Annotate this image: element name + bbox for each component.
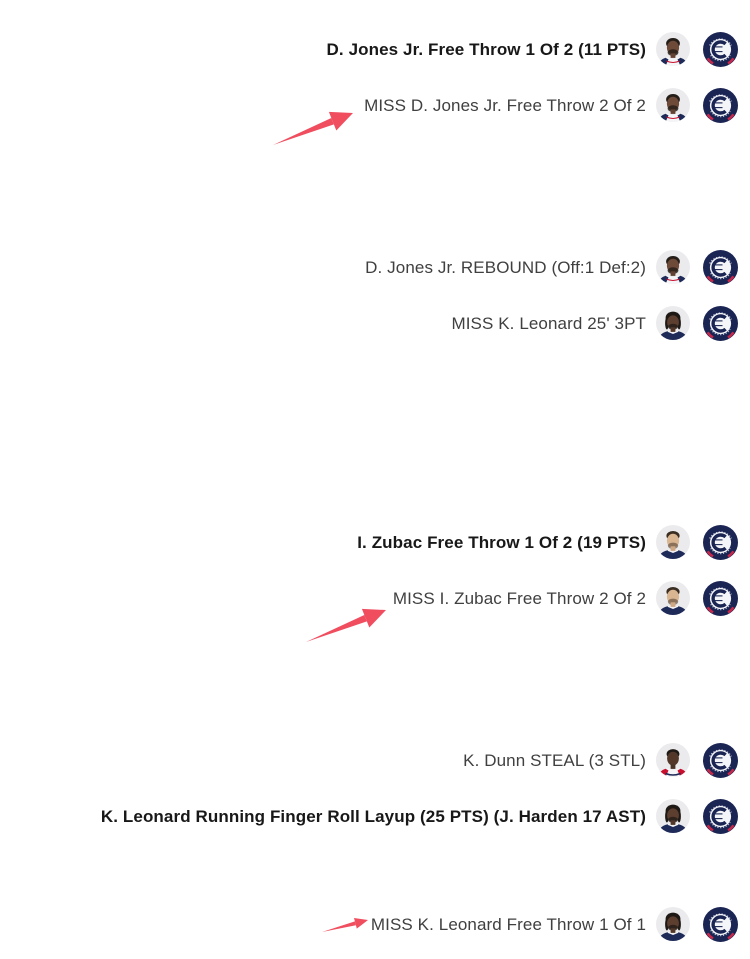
play-description: K. Leonard Running Finger Roll Layup (25 PTS) (J. Harden 17 AST): [100, 806, 646, 826]
play-row[interactable]: [0, 732, 750, 788]
player-headshot-icon: [656, 250, 690, 284]
feed-gap: [0, 133, 750, 239]
play-row[interactable]: [0, 570, 750, 626]
player-headshot-icon: [656, 306, 690, 340]
play-row[interactable]: [0, 896, 750, 952]
play-description: MISS K. Leonard Free Throw 1 Of 1: [370, 914, 646, 934]
player-headshot-icon: [656, 799, 690, 833]
team-logo-icon: [703, 88, 738, 123]
play-description: MISS D. Jones Jr. Free Throw 2 Of 2: [364, 95, 646, 115]
play-description: D. Jones Jr. Free Throw 1 Of 2 (11 PTS): [326, 39, 646, 59]
play-row[interactable]: [0, 514, 750, 570]
play-row[interactable]: [0, 77, 750, 133]
feed-gap: [0, 351, 750, 514]
team-logo-icon: [703, 743, 738, 778]
player-headshot-icon: [656, 743, 690, 777]
player-headshot-icon: [656, 88, 690, 122]
play-row[interactable]: [0, 295, 750, 351]
play-description: MISS K. Leonard 25' 3PT: [451, 313, 646, 333]
play-row[interactable]: [0, 21, 750, 77]
feed-gap: [0, 844, 750, 896]
feed-gap: [0, 626, 750, 732]
player-headshot-icon: [656, 581, 690, 615]
play-description: D. Jones Jr. REBOUND (Off:1 Def:2): [365, 257, 646, 277]
play-description: I. Zubac Free Throw 1 Of 2 (19 PTS): [357, 532, 646, 552]
player-headshot-icon: [656, 525, 690, 559]
player-headshot-icon: [656, 907, 690, 941]
team-logo-icon: [703, 907, 738, 942]
play-row[interactable]: [0, 788, 750, 844]
player-headshot-icon: [656, 32, 690, 66]
play-description: MISS I. Zubac Free Throw 2 Of 2: [392, 588, 646, 608]
play-description: K. Dunn STEAL (3 STL): [463, 750, 646, 770]
play-row[interactable]: [0, 239, 750, 295]
team-logo-icon: [703, 306, 738, 341]
team-logo-icon: [703, 799, 738, 834]
team-logo-icon: [703, 525, 738, 560]
team-logo-icon: [703, 250, 738, 285]
team-logo-icon: [703, 581, 738, 616]
team-logo-icon: [703, 32, 738, 67]
